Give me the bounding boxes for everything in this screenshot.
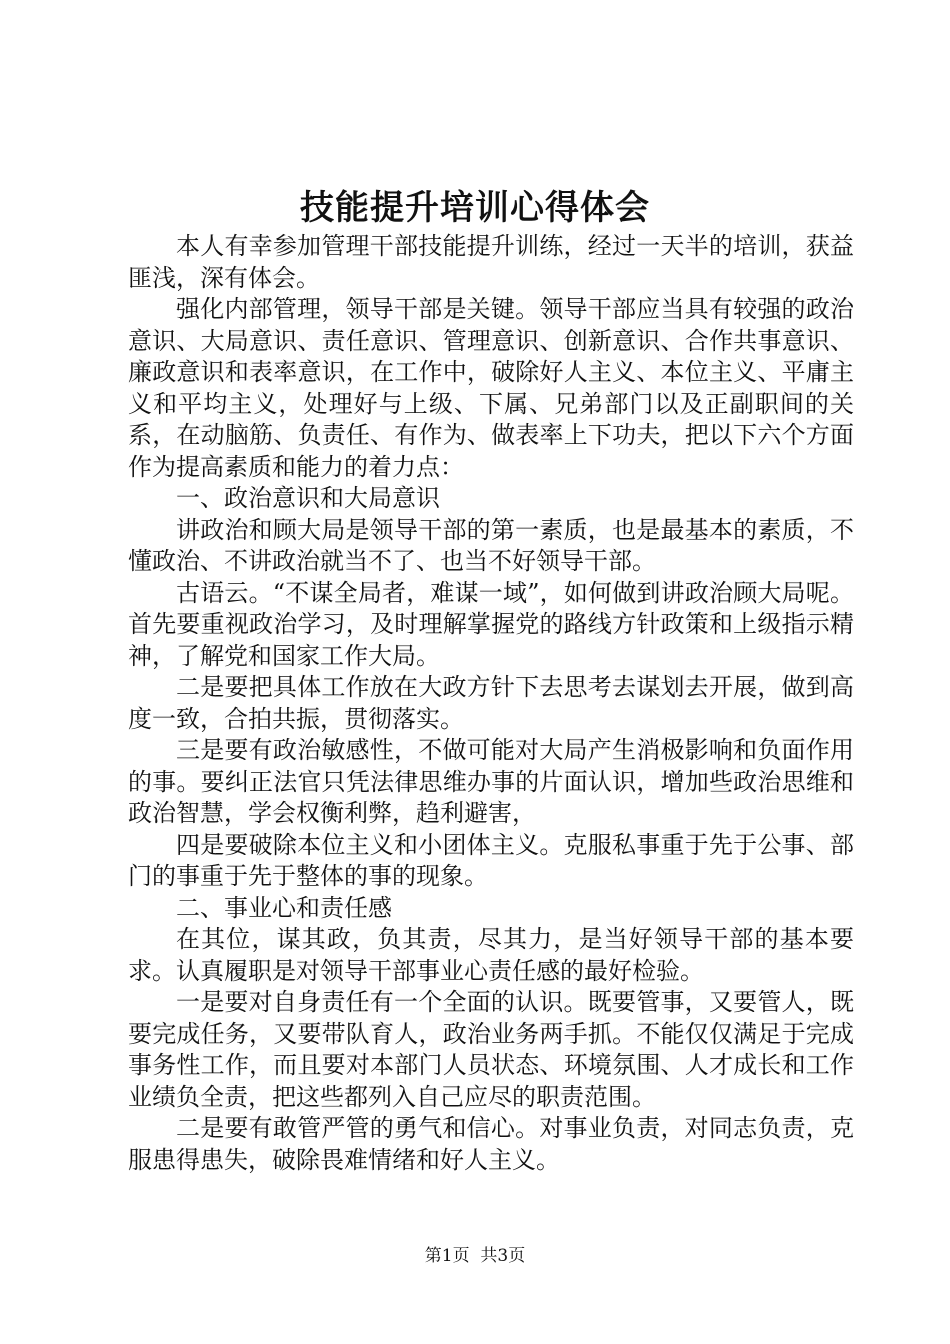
section-heading-responsibility: 二、事业心和责任感: [176, 893, 392, 922]
paragraph-political-quality: 讲政治和顾大局是领导干部的第一素质，也是最基本的素质，不懂政治、不讲政治就当不了、也当不好领导干部。: [128, 515, 854, 575]
page-footer: [0, 1244, 950, 1268]
footer-separator: [470, 1246, 481, 1266]
page-number: 第1页: [424, 1246, 470, 1266]
document-body: [128, 231, 854, 1176]
paragraph-intro: 本人有幸参加管理干部技能提升训练，经过一天半的培训，获益匪浅，深有体会。: [128, 232, 854, 292]
paragraph-duty: 在其位，谋其政，负其责，尽其力，是当好领导干部的基本要求。认真履职是对领导干部事业心责任感的最好检验。: [128, 925, 854, 985]
paragraph-ancient-saying: 古语云。“不谋全局者，难谋一域”，如何做到讲政治顾大局呢。首先要重视政治学习，及时理解掌握党的路线方针政策和上级指示精神，了解党和国家工作大局。: [128, 578, 854, 670]
paragraph-point-two: 二是要把具体工作放在大政方针下去思考去谋划去开展，做到高度一致，合拍共振，贯彻落实。: [128, 673, 854, 733]
paragraph-responsibility-one: 一是要对自身责任有一个全面的认识。既要管事，又要管人，既要完成任务，又要带队育人，政治业务两手抓。不能仅仅满足于完成事务性工作，而且要对本部门人员状态、环境氛围、人才成长和工作业绩负全责，把这些都列入自己应尽的职责范围。: [128, 988, 854, 1111]
paragraph-point-four: 四是要破除本位主义和小团体主义。克服私事重于先于公事、部门的事重于先于整体的事的现象。: [128, 830, 854, 890]
paragraph-responsibility-two: 二是要有敢管严管的勇气和信心。对事业负责，对同志负责，克服患得患失，破除畏难情绪和好人主义。: [128, 1114, 854, 1174]
section-heading-political-awareness: 一、政治意识和大局意识: [176, 484, 440, 512]
paragraph-point-three: 三是要有政治敏感性，不做可能对大局产生消极影响和负面作用的事。要纠正法官只凭法律思维办事的片面认识，增加些政治思维和政治智慧，学会权衡利弊，趋利避害，: [128, 736, 854, 827]
page-total: 共3页: [480, 1246, 526, 1266]
paragraph-internal-management: 强化内部管理，领导干部是关键。领导干部应当具有较强的政治意识、大局意识、责任意识、管理意识、创新意识、合作共事意识、廉政意识和表率意识，在工作中，破除好人主义、本位主义、平庸主义和平均主义，处理好与上级、下属、兄弟部门以及正副职间的关系，在动脑筋、负责任、有作为、做表率上下功夫，把以下六个方面作为提高素质和能力的着力点：: [128, 295, 854, 481]
document-title: 技能提升培训心得体会: [300, 188, 650, 228]
